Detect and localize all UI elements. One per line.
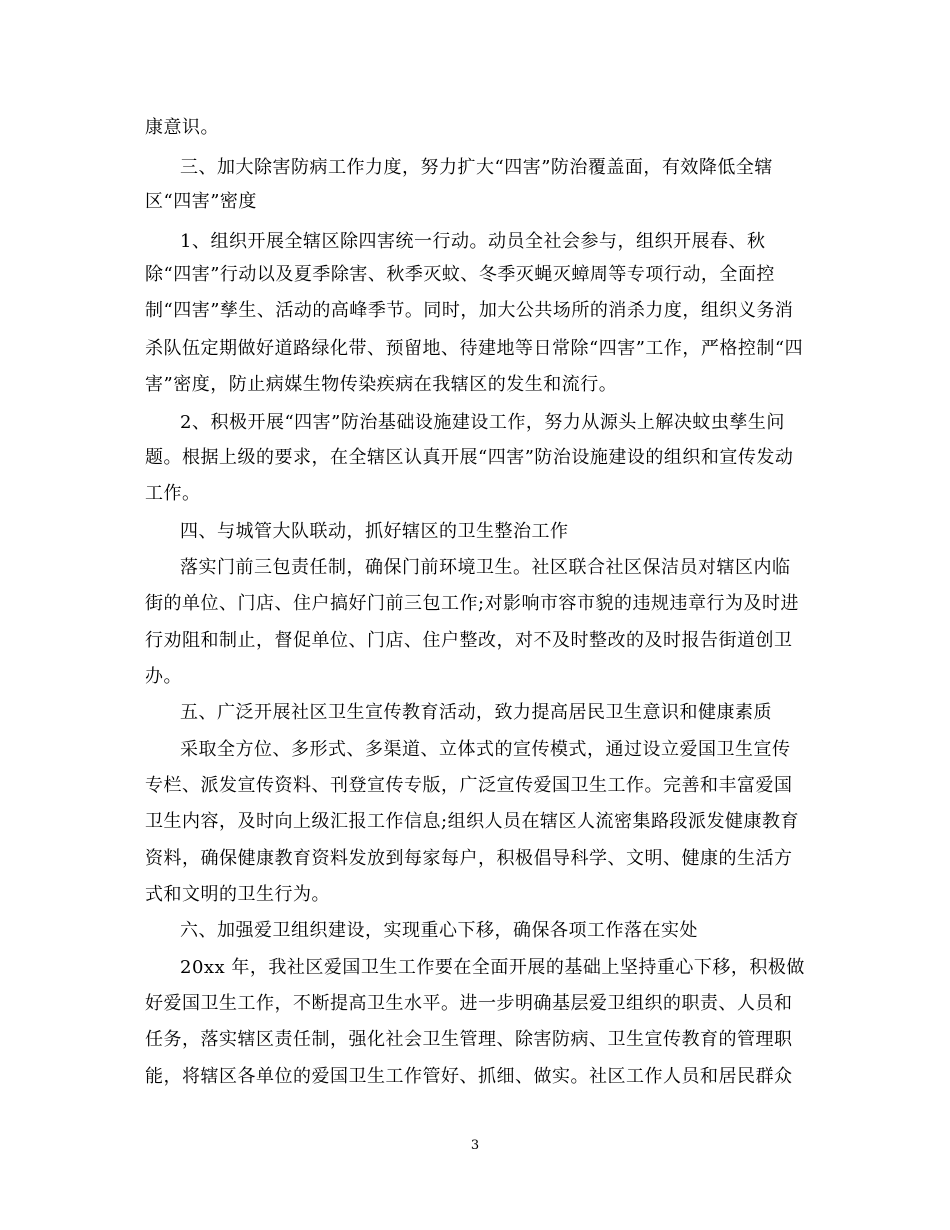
text-line: 式和文明的卫生行为。 <box>145 884 330 905</box>
text-line: 工作。 <box>145 483 201 504</box>
section-heading: 六、加强爱卫组织建设，实现重心下移，确保各项工作落在实处 <box>180 920 698 941</box>
text-line: 行劝阻和制止，督促单位、门店、住户整改，对不及时整改的及时报告街道创卫 <box>145 630 793 651</box>
text-line: 1、组织开展全辖区除四害统一行动。动员全社会参与，组织开展春、秋 <box>180 231 766 252</box>
text-line: 康意识。 <box>145 117 219 138</box>
section-heading: 四、与城管大队联动，抓好辖区的卫生整治工作 <box>180 521 569 542</box>
text-line: 采取全方位、多形式、多渠道、立体式的宣传模式，通过设立爱国卫生宣传 <box>180 739 791 760</box>
text-line: 20xx 年，我社区爱国卫生工作要在全面开展的基础上坚持重心下移，积极做 <box>180 957 805 978</box>
text-line: 专栏、派发宣传资料、刊登宣传专版，广泛宣传爱国卫生工作。完善和丰富爱国 <box>145 775 793 796</box>
text-line: 除“四害”行动以及夏季除害、秋季灭蚊、冬季灭蝇灭蟑周等专项行动，全面控 <box>145 264 775 285</box>
text-line: 2、积极开展“四害”防治基础设施建设工作，努力从源头上解决蚊虫孳生问 <box>180 412 785 433</box>
text-line: 卫生内容，及时向上级汇报工作信息;组织人员在辖区人流密集路段派发健康教育 <box>145 811 800 832</box>
text-line: 杀队伍定期做好道路绿化带、预留地、待建地等日常除“四害”工作，严格控制“四 <box>145 338 804 359</box>
text-line: 任务，落实辖区责任制，强化社会卫生管理、除害防病、卫生宣传教育的管理职 <box>145 1029 793 1050</box>
text-line: 题。根据上级的要求，在全辖区认真开展“四害”防治设施建设的组织和宣传发动 <box>145 447 794 468</box>
page-number: 3 <box>470 1138 480 1153</box>
text-line: 资料，确保健康教育资料发放到每家每户，积极倡导科学、文明、健康的生活方 <box>145 848 793 869</box>
section-heading: 三、加大除害防病工作力度，努力扩大“四害”防治覆盖面，有效降低全辖 <box>180 157 773 178</box>
text-line: 制“四害”孳生、活动的高峰季节。同时，加大公共场所的消杀力度，组织义务消 <box>145 300 794 321</box>
text-line: 办。 <box>145 666 182 687</box>
text-line: 落实门前三包责任制，确保门前环境卫生。社区联合社区保洁员对辖区内临 <box>180 557 791 578</box>
text-line: 害”密度，防止病媒生物传染疾病在我辖区的发生和流行。 <box>145 374 618 395</box>
text-line: 好爱国卫生工作，不断提高卫生水平。进一步明确基层爱卫组织的职责、人员和 <box>145 993 793 1014</box>
text-line: 街的单位、门店、住户搞好门前三包工作;对影响市容市貌的违规违章行为及时进 <box>145 593 800 614</box>
section-heading-continued: 区“四害”密度 <box>145 191 257 212</box>
text-line: 能，将辖区各单位的爱国卫生工作管好、抓细、做实。社区工作人员和居民群众 <box>145 1066 793 1087</box>
section-heading: 五、广泛开展社区卫生宣传教育活动，致力提高居民卫生意识和健康素质 <box>180 702 772 723</box>
